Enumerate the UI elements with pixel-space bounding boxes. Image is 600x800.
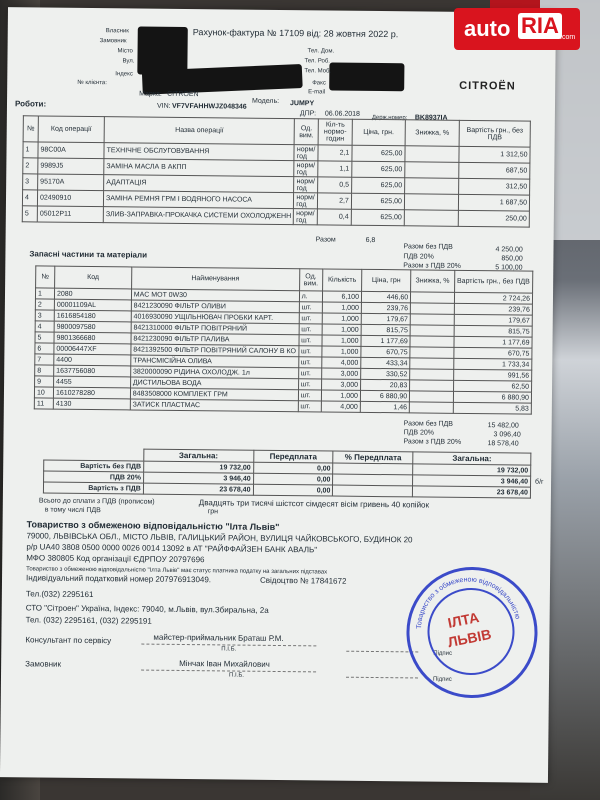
- parts-sum-vat-label: Разом з ПДВ 20%: [403, 438, 462, 446]
- logo-suffix: .com: [560, 34, 576, 41]
- works-cell-qty: 2,1: [318, 145, 352, 161]
- works-cell-no: 5: [22, 206, 37, 222]
- label-model: Модель:: [252, 97, 280, 105]
- company-bank: р/р UA40 3808 0500 0000 0026 0014 13092 в АТ "РАЙФФАЙЗЕН БАНК АВАЛЬ": [26, 542, 318, 555]
- vehicle-make: CITROEN: [167, 90, 199, 99]
- parts-cell-qty: 6,100: [322, 291, 361, 302]
- parts-cell-total: 1 733,34: [453, 358, 532, 370]
- parts-cell-qty: 1,000: [322, 313, 361, 324]
- works-cell-disc: [404, 194, 458, 211]
- parts-cell-no: 6: [35, 343, 54, 354]
- parts-cell-code: 00006447XF: [54, 343, 131, 355]
- parts-cell-total: 991,56: [453, 369, 532, 381]
- parts-cell-unit: шт.: [298, 368, 321, 379]
- parts-cell-no: 11: [34, 398, 53, 409]
- works-col-no: №: [23, 116, 38, 142]
- works-cell-name: ЗАМІНА РЕМНЯ ГРМ І ВОДЯНОГО НАСОСА: [103, 191, 293, 209]
- parts-cell-total: 1 177,69: [453, 336, 532, 348]
- parts-cell-unit: шт.: [299, 302, 322, 313]
- summary-col-prepay: Передплата: [253, 450, 333, 463]
- parts-col-price: Ціна, грн: [362, 269, 411, 292]
- parts-cell-price: 179,67: [361, 313, 410, 325]
- works-cell-code: 95170A: [38, 174, 104, 191]
- parts-cell-price: 6 880,90: [360, 390, 409, 402]
- parts-cell-unit: шт.: [299, 313, 322, 324]
- payment-vat-label: в тому числі ПДВ: [44, 506, 101, 515]
- parts-cell-no: 10: [34, 387, 53, 398]
- parts-vat-label: ПДВ 20%: [403, 429, 435, 437]
- parts-col-unit: Од. вим.: [299, 269, 323, 291]
- works-cell-code: 9989J5: [38, 158, 104, 175]
- parts-cell-code: 1616854180: [54, 310, 131, 322]
- label-index: Індекс: [115, 71, 133, 78]
- customer-pib: П.І.Б.: [228, 672, 244, 679]
- works-total-label: Разом: [315, 236, 336, 244]
- works-cell-total: 250,00: [458, 210, 529, 227]
- works-cell-total: 1 312,50: [459, 146, 530, 163]
- stamp-center-line1: ІЛТА: [446, 608, 481, 631]
- summary-row2-label: ПДВ 20%: [44, 471, 144, 483]
- parts-cell-qty: 1,000: [322, 335, 361, 346]
- parts-cell-name: MAC MOT 0W30: [131, 289, 299, 302]
- invoice-sheet: [0, 7, 556, 783]
- citroen-brand-mark: CITROËN: [459, 79, 516, 93]
- parts-cell-name: 8421230090 ФІЛЬТР ОЛИВИ: [131, 300, 299, 313]
- company-mfo: МФО 380805 Код організації ЄДРПОУ 20797696: [26, 553, 205, 565]
- parts-cell-disc: [411, 303, 454, 314]
- parts-cell-unit: л.: [299, 291, 322, 302]
- parts-cell-no: 7: [35, 354, 54, 365]
- parts-cell-no: 1: [35, 288, 54, 299]
- works-cell-qty: 0,5: [318, 177, 352, 193]
- parts-cell-no: 2: [35, 299, 54, 310]
- parts-cell-disc: [410, 402, 453, 413]
- parts-cell-code: 9800097580: [54, 321, 131, 333]
- works-vat: 850,00: [501, 255, 523, 263]
- parts-cell-no: 3: [35, 310, 54, 321]
- parts-cell-name: 8421230090 ФІЛЬТР ПАЛИВА: [131, 333, 299, 346]
- parts-cell-total: 670,75: [453, 347, 532, 359]
- parts-cell-unit: шт.: [298, 379, 321, 390]
- label-city: Місто: [117, 48, 133, 55]
- label-email: E-mail: [308, 89, 326, 96]
- redacted-owner-block: [137, 26, 187, 75]
- parts-cell-no: 4: [35, 321, 54, 332]
- parts-cell-price: 815,75: [361, 324, 410, 336]
- works-table: [22, 115, 531, 227]
- parts-cell-qty: 3,000: [322, 368, 361, 379]
- company-tax-no: Індивідуальний податковий номер 207976913049.: [25, 573, 212, 585]
- parts-cell-disc: [410, 369, 453, 380]
- parts-cell-qty: 4,000: [321, 401, 360, 412]
- works-cell-unit: норм/год: [294, 193, 318, 209]
- logo-text-auto: auto: [464, 16, 511, 41]
- works-col-qty: Кіл-ть нормо-годин: [318, 119, 352, 145]
- parts-cell-price: 330,52: [361, 368, 410, 380]
- parts-col-total: Вартість грн., без ПДВ: [454, 270, 533, 293]
- consultant-pib: П.І.Б.: [221, 646, 237, 653]
- parts-cell-name: 8483508000 КОМПЛЕКТ ГРМ: [130, 388, 298, 401]
- parts-cell-no: 5: [35, 332, 54, 343]
- works-cell-total: 687,50: [459, 162, 530, 179]
- parts-cell-qty: 1,000: [322, 302, 361, 313]
- summary-row1-total: 19 732,00: [143, 461, 253, 473]
- summary-row2-final: 3 946,40: [413, 475, 531, 487]
- works-cell-qty: 0,4: [317, 209, 351, 225]
- works-col-code: Код операції: [38, 116, 104, 143]
- parts-vat: 3 096,40: [493, 431, 521, 439]
- company-stamp: [406, 566, 538, 698]
- parts-cell-qty: 1,000: [322, 324, 361, 335]
- works-cell-code: 98C00A: [38, 142, 104, 159]
- label-fax: Факс: [312, 80, 326, 87]
- parts-cell-name: ТРАНСМІСІЙНА ОЛИВА: [131, 355, 299, 368]
- parts-cell-code: 4400: [54, 354, 131, 366]
- parts-cell-disc: [410, 391, 453, 402]
- label-plate: Держ.номер:: [371, 114, 408, 122]
- parts-cell-qty: 4,000: [322, 357, 361, 368]
- parts-cell-price: 446,60: [361, 291, 410, 303]
- label-client-no: № клієнта:: [77, 79, 107, 87]
- parts-table: [34, 265, 533, 414]
- works-cell-name: ЗАМІНА МАСЛА В АКПП: [104, 159, 294, 177]
- works-cell-qty: 2,7: [318, 193, 352, 209]
- customer-label: Замовник: [25, 659, 62, 669]
- works-cell-unit: норм/год: [294, 209, 318, 225]
- parts-cell-disc: [410, 336, 453, 347]
- company-tax-note: Товариство з обмеженою відповідальністю "Ілта Львів" має статус платника податку на загальних підставах: [26, 566, 328, 576]
- summary-row3-final: 23 678,40: [413, 486, 531, 498]
- summary-row1-final: 19 732,00: [413, 464, 531, 476]
- summary-row2-total: 3 946,40: [143, 472, 253, 484]
- works-cell-disc: [405, 146, 459, 163]
- works-section-title: Роботи:: [14, 99, 47, 109]
- works-cell-no: 2: [23, 158, 38, 174]
- parts-cell-code: 2080: [54, 288, 131, 300]
- parts-cell-no: 9: [35, 376, 54, 387]
- works-col-unit: Од. вим.: [294, 119, 318, 145]
- parts-cell-name: 8421310000 ФІЛЬТР ПОВІТРЯНИЙ: [131, 322, 299, 335]
- summary-col-total2: Загальна:: [413, 452, 531, 465]
- works-cell-no: 3: [23, 174, 38, 190]
- label-regdate: ДПР:: [299, 110, 317, 118]
- label-make: Марка:: [139, 90, 162, 98]
- parts-cell-price: 1,46: [360, 401, 409, 413]
- parts-sum-vat: 18 578,40: [487, 440, 519, 448]
- works-cell-unit: норм/год: [294, 145, 318, 161]
- parts-cell-code: 9801366680: [54, 332, 131, 344]
- company-name: Товариство з обмеженою відповідальністю "Ілта Львів": [26, 519, 280, 533]
- redacted-phone-block: [329, 62, 404, 91]
- label-customer: Замовник: [99, 38, 127, 45]
- parts-cell-disc: [410, 380, 453, 391]
- works-cell-code: 05012P11: [37, 206, 103, 223]
- parts-cell-name: 4016930090 УЩІЛЬНЮВАЧ ПРОБКИ КАРТ.: [131, 311, 299, 324]
- works-cell-qty: 1,1: [318, 161, 352, 177]
- summary-row1-label: Вартість без ПДВ: [44, 460, 144, 472]
- works-cell-name: ЗЛИВ-ЗАПРАВКА-ПРОКАЧКА СИСТЕМИ ОХОЛОДЖЕНН: [103, 207, 293, 225]
- summary-row1-prepay: 0,00: [253, 462, 333, 474]
- parts-sum-no-vat: 15 482,00: [487, 422, 519, 430]
- svg-text:Товариство з обмеженою відпові: Товариство з обмеженою відповідальністю: [415, 576, 521, 630]
- customer-name: Мінчак Іван Михайлович: [179, 658, 270, 669]
- summary-table: [43, 448, 531, 499]
- parts-cell-price: 1 177,69: [361, 335, 410, 347]
- parts-cell-unit: шт.: [298, 346, 321, 357]
- autoria-logo[interactable]: [454, 8, 580, 50]
- works-sum-no-vat: 4 250,00: [495, 246, 523, 254]
- parts-cell-name: ЗАТИСК ПЛАСТМАС: [130, 399, 298, 412]
- parts-cell-unit: шт.: [298, 390, 321, 401]
- consultant-label: Консультант по сервісу: [25, 635, 112, 646]
- parts-col-qty: Кількість: [322, 269, 361, 291]
- works-cell-price: 625,00: [352, 161, 405, 178]
- parts-cell-code: 1610278280: [53, 387, 130, 399]
- vehicle-model: JUMPY: [289, 100, 315, 108]
- company-phone: Тел.(032) 2295161: [25, 589, 94, 600]
- parts-cell-code: 4130: [53, 398, 130, 410]
- parts-cell-qty: 1,000: [321, 390, 360, 401]
- summary-row2-prepay: 0,00: [253, 473, 333, 485]
- works-cell-total: 312,50: [459, 178, 530, 195]
- parts-cell-name: 3820000090 РІДИНА ОХОЛОДЖ. 1л: [130, 366, 298, 379]
- parts-cell-qty: 3,000: [321, 379, 360, 390]
- works-cell-unit: норм/год: [294, 161, 318, 177]
- parts-cell-unit: шт.: [299, 324, 322, 335]
- parts-cell-disc: [410, 358, 453, 369]
- parts-cell-price: 433,34: [361, 357, 410, 369]
- works-cell-disc: [404, 210, 458, 227]
- parts-sum-no-vat-label: Разом без ПДВ: [403, 420, 454, 428]
- works-cell-price: 625,00: [351, 209, 404, 226]
- summary-col-total: Загальна:: [144, 449, 254, 462]
- label-phone-home: Тел. Дом.: [307, 48, 335, 55]
- parts-cell-no: 8: [35, 365, 54, 376]
- vehicle-regdate: 06.06.2018: [324, 110, 360, 118]
- works-cell-price: 625,00: [351, 177, 404, 194]
- parts-cell-total: 2 724,26: [454, 292, 533, 304]
- payment-label: Всього до сплати з ПДВ (прописом): [38, 497, 155, 506]
- parts-col-no: №: [36, 266, 55, 288]
- company-sto-phones: Тел. (032) 2295161, (032) 2295191: [25, 615, 152, 626]
- works-cell-total: 1 687,50: [458, 194, 529, 211]
- parts-col-name: Найменування: [131, 267, 299, 291]
- parts-cell-code: 1637756080: [54, 365, 131, 377]
- consultant-name: майстер-приймальник Браташ Р.М.: [153, 632, 284, 644]
- parts-cell-price: 239,76: [361, 302, 410, 314]
- stamp-center-line2: ЛЬВІВ: [446, 625, 493, 651]
- label-phone-mob: Тел. Моб.: [304, 68, 332, 75]
- works-cell-name: АДАПТАЦІЯ: [104, 175, 294, 193]
- summary-col-prepay-pct: % Передплата: [333, 451, 413, 464]
- label-vin: VIN:: [156, 102, 171, 110]
- parts-col-disc: Знижка, %: [411, 270, 455, 292]
- works-cell-unit: норм/год: [294, 177, 318, 193]
- summary-row3-label: Вартість з ПДВ: [43, 482, 143, 494]
- vehicle-vin: VF7VFAHHWJZ048346: [171, 102, 247, 111]
- parts-col-code: Код: [55, 266, 132, 289]
- parts-cell-total: 62,50: [453, 380, 532, 392]
- payment-vat-currency: грн: [207, 508, 219, 516]
- summary-currency: б/г: [535, 478, 544, 486]
- parts-cell-name: 8421392500 ФІЛЬТР ПОВІТРЯНИЙ САЛОНУ В КО: [131, 344, 299, 357]
- parts-cell-disc: [411, 292, 454, 303]
- works-col-total: Вартість грн., без ПДВ: [459, 120, 530, 147]
- consultant-sign-label: Підпис: [433, 650, 453, 657]
- works-cell-disc: [405, 178, 459, 195]
- logo-text-ria: RIA: [518, 13, 562, 39]
- works-cell-price: 625,00: [351, 193, 404, 210]
- label-owner: Власник: [105, 28, 129, 35]
- company-address: 79000, ЛЬВІВСЬКА ОБЛ., МІСТО ЛЬВІВ, ГАЛИЦЬКИЙ РАЙОН, ВУЛИЦЯ ЧАЙКОВСЬКОГО, БУДИНОК 20: [26, 531, 413, 545]
- parts-cell-unit: шт.: [299, 335, 322, 346]
- works-cell-disc: [405, 162, 459, 179]
- works-cell-name: ТЕХНІЧНЕ ОБСЛУГОВУВАННЯ: [104, 143, 294, 161]
- works-cell-no: 1: [23, 142, 38, 158]
- works-sum-vat: 5 100,00: [495, 264, 523, 272]
- parts-cell-price: 20,83: [361, 379, 410, 391]
- works-cell-code: 02490910: [37, 190, 103, 207]
- works-col-price: Ціна, грн.: [352, 119, 405, 146]
- parts-cell-disc: [410, 325, 453, 336]
- company-cert: Свідоцтво № 17841672: [259, 575, 347, 586]
- parts-cell-disc: [410, 347, 453, 358]
- parts-cell-code: 4455: [54, 376, 131, 388]
- parts-cell-disc: [410, 314, 453, 325]
- parts-cell-unit: шт.: [298, 401, 321, 412]
- parts-cell-price: 670,75: [361, 346, 410, 358]
- parts-cell-total: 239,76: [454, 303, 533, 315]
- works-sum-no-vat-label: Разом без ПДВ: [403, 243, 453, 251]
- works-total-hours: 6,8: [365, 236, 376, 244]
- parts-cell-total: 815,75: [454, 325, 533, 337]
- summary-row3-prepay: 0,00: [253, 484, 333, 496]
- parts-cell-total: 6 880,90: [453, 391, 532, 403]
- parts-section-title: Запасні частини та матеріали: [29, 249, 148, 260]
- parts-cell-total: 179,67: [454, 314, 533, 326]
- payment-amount-words: Двадцять три тисячі шістсот сімдесят вісім гривень 40 копійок: [198, 498, 430, 510]
- summary-row3-total: 23 678,40: [143, 483, 253, 495]
- works-col-name: Назва операції: [104, 117, 295, 145]
- parts-cell-total: 5,83: [453, 402, 532, 414]
- works-sum-vat-label: Разом з ПДВ 20%: [403, 262, 461, 270]
- customer-sign-label: Підпис: [432, 676, 452, 683]
- parts-cell-name: ДИСТИЛЬОВА ВОДА: [130, 377, 298, 390]
- works-cell-price: 625,00: [352, 145, 405, 162]
- works-vat-label: ПДВ 20%: [403, 253, 434, 261]
- parts-cell-code: 00001109AL: [54, 299, 131, 311]
- label-street: Вул.: [122, 58, 135, 65]
- parts-cell-unit: шт.: [298, 357, 321, 368]
- invoice-title: Рахунок-фактура № 17109 від: 28 жовтня 2022 р.: [192, 27, 399, 40]
- company-sto: СТО "Сітроен" Україна, Індекс: 79040, м.Львів, вул.Збиральна, 2а: [25, 603, 269, 615]
- works-cell-no: 4: [22, 190, 37, 206]
- label-phone-work: Тел. Роб.: [304, 58, 330, 65]
- vehicle-plate: BK8937IA: [414, 114, 448, 122]
- parts-cell-qty: 1,000: [322, 346, 361, 357]
- works-col-disc: Знижка, %: [405, 120, 459, 147]
